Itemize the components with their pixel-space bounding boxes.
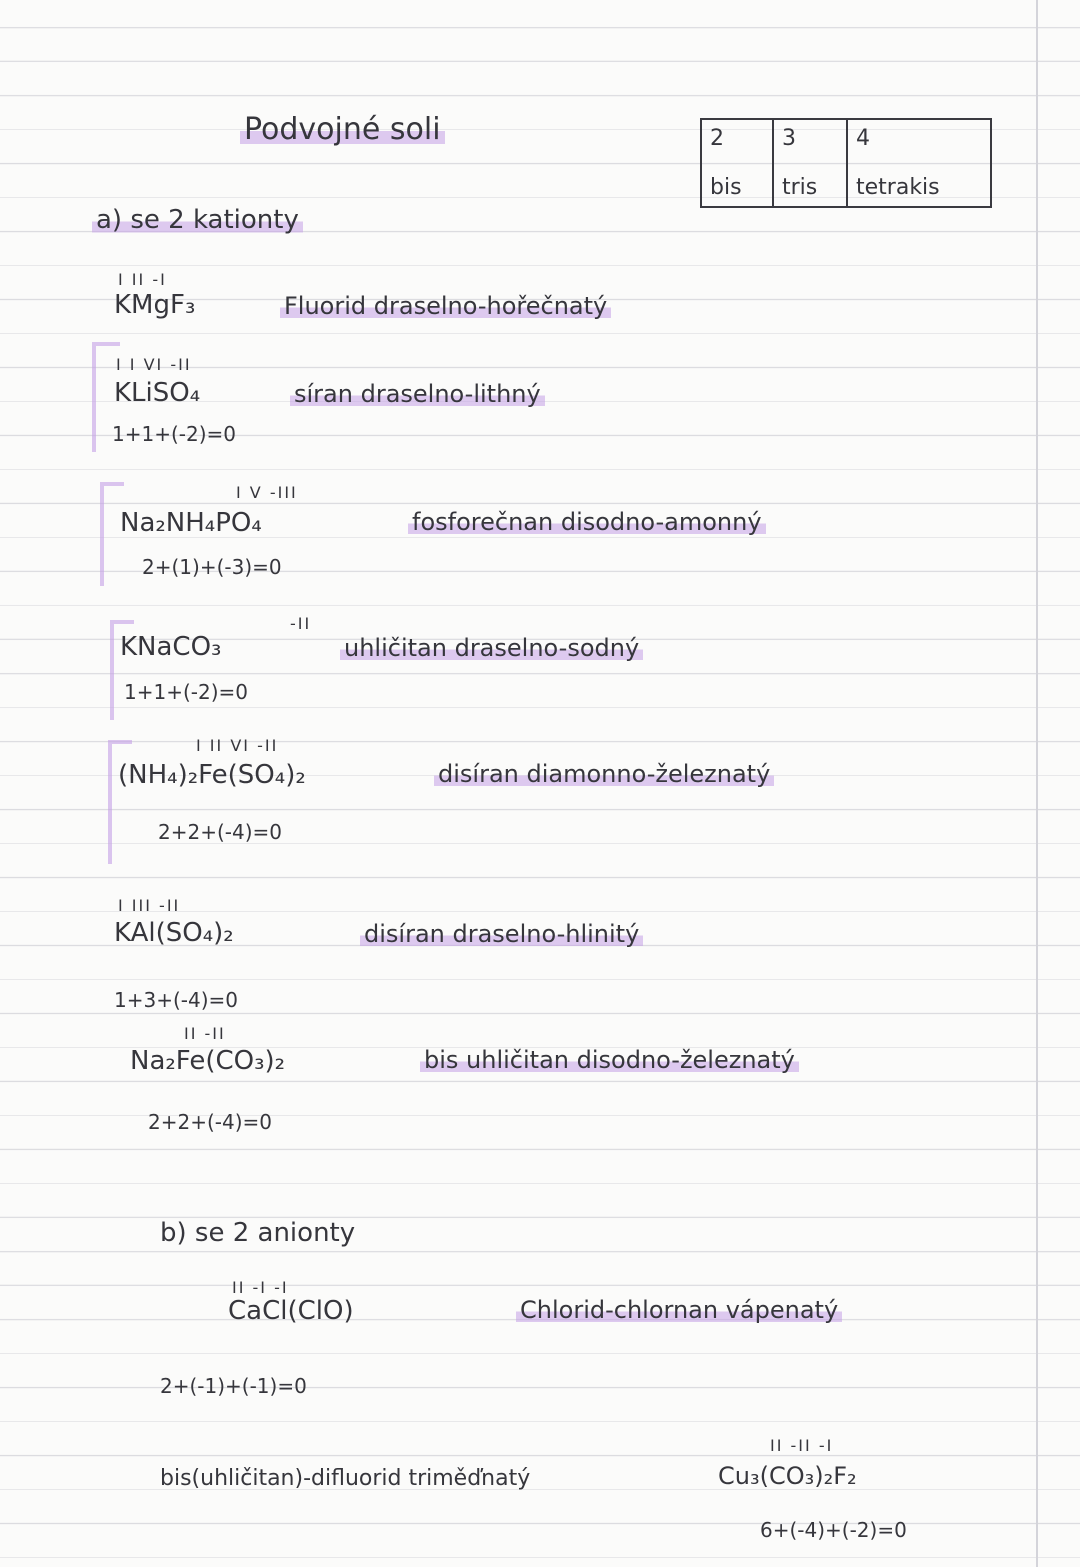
oxidation-states: I I VI -II xyxy=(116,355,192,374)
oxidation-states: I V -III xyxy=(236,483,298,502)
salt-formula: KNaCO₃ xyxy=(120,632,222,662)
prefix-number: 4 xyxy=(856,126,870,151)
prefix-cell-4 xyxy=(848,120,988,206)
page-title: Podvojné soli xyxy=(240,112,445,147)
salt-formula: KMgF₃ xyxy=(114,290,196,320)
charge-check: 1+1+(-2)=0 xyxy=(112,422,236,446)
charge-check: 1+1+(-2)=0 xyxy=(124,680,248,704)
salt-formula: Cu₃(CO₃)₂F₂ xyxy=(718,1462,857,1490)
prefix-cell-2 xyxy=(702,120,772,206)
salt-name: disíran draselno-hlinitý xyxy=(360,920,643,948)
salt-name: Fluorid draselno-hořečnatý xyxy=(280,292,611,320)
salt-formula: Na₂NH₄PO₄ xyxy=(120,508,262,538)
section-b-heading: b) se 2 anionty xyxy=(160,1218,356,1248)
prefix-table xyxy=(700,118,992,208)
oxidation-states: I II -I xyxy=(118,270,167,289)
salt-formula: Na₂Fe(CO₃)₂ xyxy=(130,1046,286,1076)
oxidation-states: I III -II xyxy=(118,896,181,915)
prefix-word: tris xyxy=(782,175,818,200)
oxidation-states: II -I -I xyxy=(232,1278,289,1297)
charge-check: 2+2+(-4)=0 xyxy=(158,820,282,844)
salt-name: Chlorid-chlornan vápenatý xyxy=(516,1296,842,1324)
charge-check: 6+(-4)+(-2)=0 xyxy=(760,1518,907,1542)
highlight-bracket xyxy=(108,740,132,864)
salt-formula: KAl(SO₄)₂ xyxy=(114,918,234,948)
charge-check: 2+2+(-4)=0 xyxy=(148,1110,272,1134)
salt-name: bis uhličitan disodno-železnatý xyxy=(420,1046,799,1074)
salt-name: fosforečnan disodno-amonný xyxy=(408,508,766,536)
prefix-word: bis xyxy=(710,175,742,200)
prefix-word: tetrakis xyxy=(856,175,940,200)
charge-check: 2+(-1)+(-1)=0 xyxy=(160,1374,307,1398)
oxidation-states: II -II xyxy=(184,1024,226,1043)
oxidation-states: I II VI -II xyxy=(196,736,279,755)
margin-line xyxy=(1036,0,1038,1567)
salt-formula: (NH₄)₂Fe(SO₄)₂ xyxy=(118,760,306,790)
salt-name: uhličitan draselno-sodný xyxy=(340,634,643,662)
charge-check: 2+(1)+(-3)=0 xyxy=(142,555,282,579)
salt-name: síran draselno-lithný xyxy=(290,380,545,408)
oxidation-states: II -II -I xyxy=(770,1436,834,1455)
oxidation-states: -II xyxy=(290,614,312,633)
salt-name: bis(uhličitan)-difluorid triměďnatý xyxy=(160,1466,531,1491)
section-a-heading: a) se 2 kationty xyxy=(92,205,303,235)
salt-formula: CaCl(ClO) xyxy=(228,1296,354,1326)
salt-name: disíran diamonno-železnatý xyxy=(434,760,774,788)
prefix-cell-3 xyxy=(774,120,846,206)
salt-formula: KLiSO₄ xyxy=(114,378,201,408)
prefix-number: 2 xyxy=(710,126,724,151)
charge-check: 1+3+(-4)=0 xyxy=(114,988,238,1012)
prefix-number: 3 xyxy=(782,126,796,151)
